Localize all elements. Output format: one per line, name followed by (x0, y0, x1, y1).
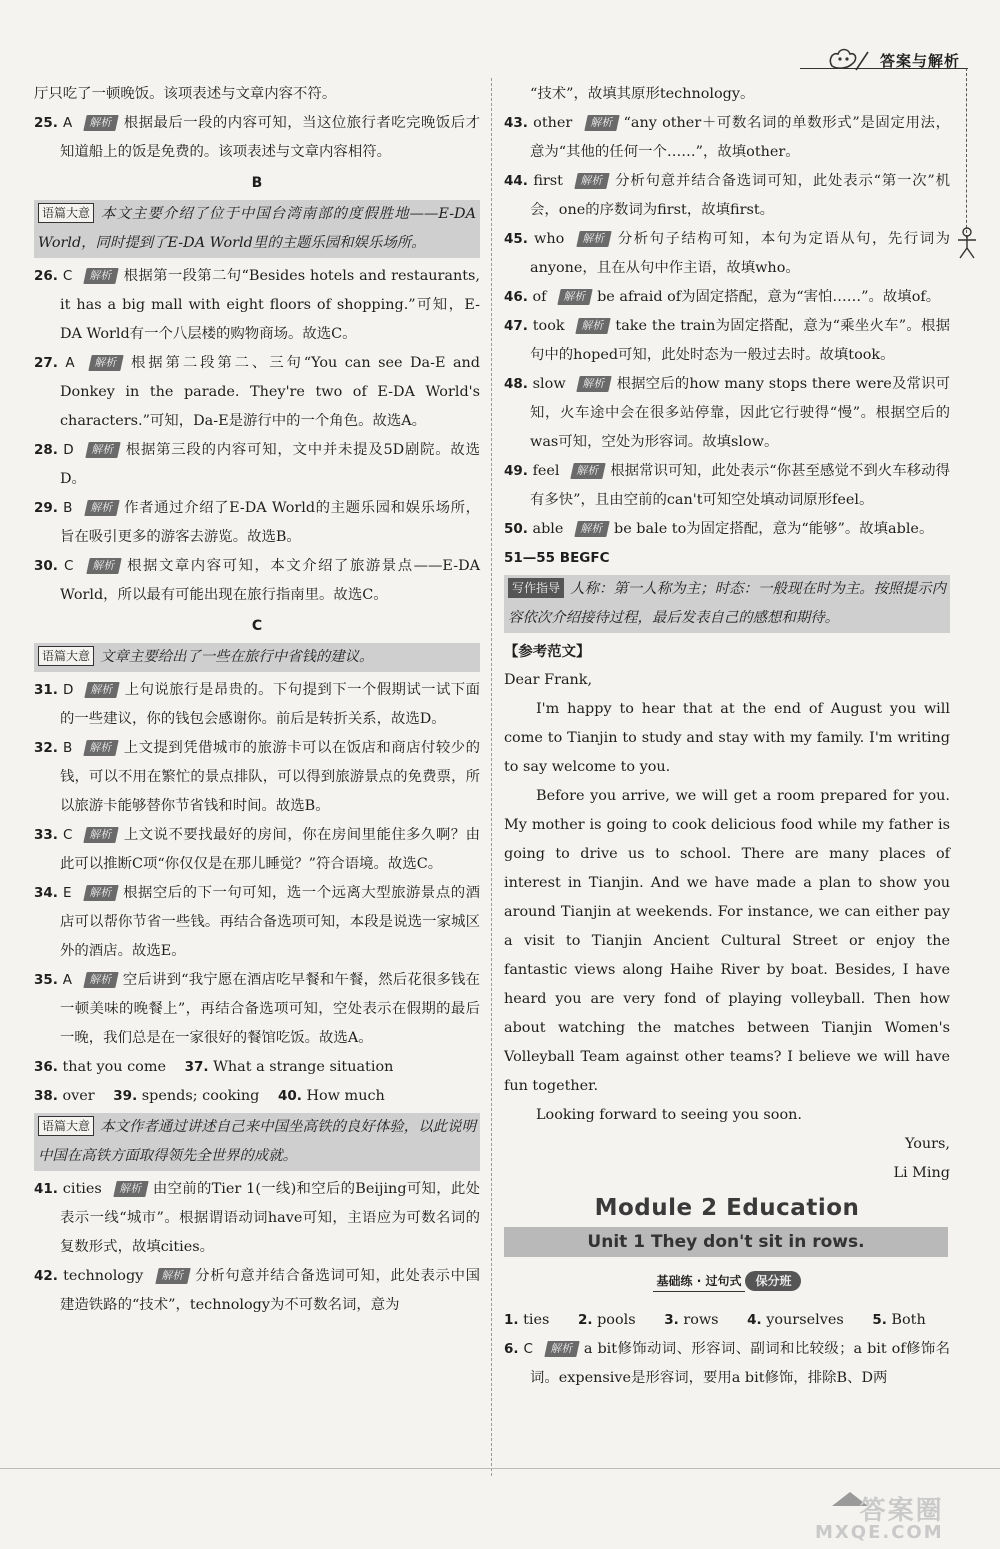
answer-31: 31. D 解析 上句说旅行是昂贵的。下句提到下一个假期试一试下面的一些建议，你的钱包会感谢你。前后是转折关系，故选D。 (34, 682, 481, 727)
letter-signature: Li Ming (893, 1165, 950, 1181)
answer-26: 26. C 解析 根据第一段第二句“Besides hotels and restaurants, it has a big mall with eight floors of shopping.”可知，E-DA World有一个八层楼的购物商场。故选C。 (34, 268, 481, 342)
fill-answers (504, 1306, 950, 1335)
analysis-tag: 解析 (84, 500, 119, 516)
answers-38-40: 38. over 39. spends; cooking 40. How much (34, 1088, 385, 1104)
writing-guide: 写作指导 人称：第一人称为主；时态：一般现在时为主。按照提示内容依次介绍接待过程，最后发表自己的感想和期待。 (504, 575, 950, 633)
practice-banner (504, 1267, 950, 1296)
analysis-tag: 解析 (83, 885, 118, 901)
answers-36-37: 36. that you come 37. What a strange situation (34, 1059, 394, 1075)
answer-41: 41. cities 解析 由空前的Tier 1(一线)和空后的Beijing可知，此处表示一线“城市”。根据谓语动词have可知，主语应为可数名词的复数形式，故填cities。 (34, 1181, 480, 1255)
answer-44: 44. first 解析 分析句意并结合备选词可知，此处表示“第一次”机会，one的序数词为first，故填first。 (504, 173, 950, 218)
list-item: 2. pools (577, 1312, 636, 1328)
practice-badge: 保分班 (745, 1271, 801, 1291)
analysis-tag: 解析 (86, 558, 121, 574)
answer-28: 28. D 解析 根据第三段的内容可知，文中并未提及5D剧院。故选D。 (34, 442, 480, 487)
analysis-tag: 解析 (557, 289, 592, 305)
analysis-tag: 解析 (574, 521, 609, 537)
list-item: 5. Both (872, 1312, 926, 1328)
watermark-line-2: MXQE.COM (815, 1522, 944, 1543)
answer-25: 25. A 解析 根据最后一段的内容可知，当这位旅行者吃完晚饭后才知道船上的饭是免费的。该项表述与文章内容相符。 (34, 115, 480, 160)
writing-guide-tag: 写作指导 (508, 578, 564, 598)
column-divider (491, 78, 492, 1476)
section-letter-b: B (251, 175, 263, 191)
answer-34: 34. E 解析 根据空后的下一句可知，选一个远离大型旅游景点的酒店可以帮你节省一些钱。再结合备选项可知，本段是说选一家城区外的酒店。故选E。 (34, 885, 480, 959)
summary-tag: 语篇大意 (38, 203, 94, 223)
watermark-line-1: 答案圈 (859, 1496, 944, 1526)
answer-46: 46. of 解析 be afraid of为固定搭配，意为“害怕……”。故填of。 (504, 289, 941, 305)
reference-essay-title: 【参考范文】 (504, 643, 591, 660)
letter-paragraph-1: I'm happy to hear that at the end of August you will come to Tianjin to study and stay with my family. I'm writing to say welcome to you. (504, 701, 950, 775)
answer-43: 43. other 解析 “any other＋可数名词的单数形式”是固定用法，意为“其他的任何一个……”，故填other。 (504, 115, 950, 160)
answer-42: 42. technology 解析 分析句意并结合备选词可知，此处表示中国建造铁路的“技术”，technology为不可数名词，意为 (34, 1268, 480, 1313)
analysis-tag: 解析 (577, 376, 612, 392)
right-column (504, 80, 950, 1393)
continued-text: “技术”，故填其原形technology。 (530, 86, 755, 102)
answer-50: 50. able 解析 be bale to为固定搭配，意为“能够”。故填able。 (504, 521, 934, 537)
bottom-rule (0, 1468, 1000, 1469)
answer-29: 29. B 解析 作者通过介绍了E-DA World的主题乐园和娱乐场所，旨在吸引更多的游客去游览。故选B。 (34, 500, 481, 545)
analysis-tag: 解析 (83, 972, 118, 988)
continued-text: 厅只吃了一顿晚饭。该项表述与文章内容不符。 (34, 86, 337, 102)
answer-45: 45. who 解析 分析句子结构可知，本句为定语从句，先行词为anyone，且在从句中作主语，故填who。 (504, 231, 950, 276)
answer-49: 49. feel 解析 根据常识可知，此处表示“你甚至感觉不到火车移动得有多快”，且由空前的can't可知空处填动词原形feel。 (504, 463, 951, 508)
analysis-tag: 解析 (84, 115, 119, 131)
analysis-tag: 解析 (84, 740, 119, 756)
page-header (826, 46, 960, 74)
answer-27: 27. A 解析 根据第二段第二、三句“You can see Da-E and Donkey in the parade. They're two of E-DA World's characters.”可知，Da-E是游行中的一个角色。故选A。 (34, 355, 480, 429)
answer-30: 30. C 解析 根据文章内容可知，本文介绍了旅游景点——E-DA World，所以最有可能出现在旅行指南里。故选C。 (34, 558, 480, 603)
analysis-tag: 解析 (85, 682, 120, 698)
analysis-tag: 解析 (84, 827, 119, 843)
answer-35: 35. A 解析 空后讲到“我宁愿在酒店吃早餐和午餐，然后花很多钱在一顿美味的晚餐上”，再结合备选项可知，空处表示在假期的最后一晚，我们总是在一家很好的餐馆吃饭。故选A。 (34, 972, 481, 1046)
letter-closing: Yours, (904, 1136, 950, 1152)
analysis-tag: 解析 (84, 268, 119, 284)
answer-47: 47. took 解析 take the train为固定搭配，意为“乘坐火车”。根据句中的hoped可知，此处时态为一般过去时。故填took。 (504, 318, 951, 363)
summary-b: 语篇大意 本文主要介绍了位于中国台湾南部的度假胜地——E-DA World，同时提到了E-DA World里的主题乐园和娱乐场所。 (34, 200, 480, 258)
list-item: 1. ties (504, 1312, 550, 1328)
reference-letter (504, 666, 950, 1188)
answer-6: 6. C 解析 a bit修饰动词、形容词、副词和比较级；a bit of修饰名词。expensive是形容词，要用a bit修饰，排除B、D两 (504, 1341, 950, 1386)
list-item: 4. yourselves (747, 1312, 844, 1328)
summary-c: 语篇大意 文章主要给出了一些在旅行中省钱的建议。 (34, 643, 480, 672)
side-rule (966, 68, 967, 238)
header-rule (800, 68, 968, 69)
left-column (34, 80, 480, 1320)
list-item: 3. rows (664, 1312, 719, 1328)
answer-48: 48. slow 解析 根据空后的how many stops there were及常识可知，火车途中会在很多站停靠，因此它行驶得“慢”。根据空后的was可知，空处为形容词。故填slow。 (504, 376, 951, 450)
letter-paragraph-2: Before you arrive, we will get a room prepared for you. My mother is going to cook delicious food while my father is going to drive us to school. There are many places of interest in Tianjin. And we have made a plan to show you around Tianjin at weekends. For instance, we can either pay a visit to Tianjin Ancient Cultural Street or enjoy the fantastic views along Haihe River by boat. Besides, I have heard you are very fond of playing volleyball. Then how about watching the matches between Tianjin Women's Volleyball Team against other teams? I believe we will have fun together. (504, 788, 950, 1094)
summary-tag: 语篇大意 (38, 646, 94, 666)
analysis-tag: 解析 (544, 1341, 579, 1357)
answer-32: 32. B 解析 上文提到凭借城市的旅游卡可以在饭店和商店付较少的钱，可以不用在繁忙的景点排队，可以得到旅游景点的免费票，所以旅游卡能够替你节省钱和时间。故选B。 (34, 740, 480, 814)
module-title: Module 2 Education (594, 1195, 860, 1221)
section-letter-c: C (251, 618, 263, 634)
answer-33: 33. C 解析 上文说不要找最好的房间，你在房间里能住多久啊？由此可以推断C项“你仅仅是在那儿睡觉？”符合语境。故选C。 (34, 827, 480, 872)
summary-d: 语篇大意 本文作者通过讲述自己来中国坐高铁的良好体验，以此说明中国在高铁方面取得领先全世界的成就。 (34, 1113, 480, 1171)
analysis-tag: 解析 (576, 318, 611, 334)
analysis-tag: 解析 (155, 1268, 190, 1284)
analysis-tag: 解析 (570, 463, 605, 479)
analysis-tag: 解析 (577, 231, 612, 247)
summary-tag: 语篇大意 (38, 1116, 94, 1136)
stick-figure-icon (954, 226, 980, 260)
analysis-tag: 解析 (113, 1181, 148, 1197)
analysis-tag: 解析 (575, 173, 610, 189)
header-title: 答案与解析 (879, 51, 960, 70)
letter-paragraph-3: Looking forward to seeing you soon. (536, 1107, 802, 1123)
analysis-tag: 解析 (85, 442, 120, 458)
watermark (815, 1496, 944, 1544)
answers-51-55: 51—55 BEGFC (504, 550, 610, 566)
practice-label: 基础练 · 过句式 (653, 1271, 746, 1292)
header-logo-icon (826, 46, 870, 74)
analysis-tag: 解析 (584, 115, 619, 131)
unit-title: Unit 1 They don't sit in rows. (504, 1227, 948, 1257)
letter-greeting: Dear Frank, (504, 672, 593, 688)
analysis-tag: 解析 (88, 355, 123, 371)
